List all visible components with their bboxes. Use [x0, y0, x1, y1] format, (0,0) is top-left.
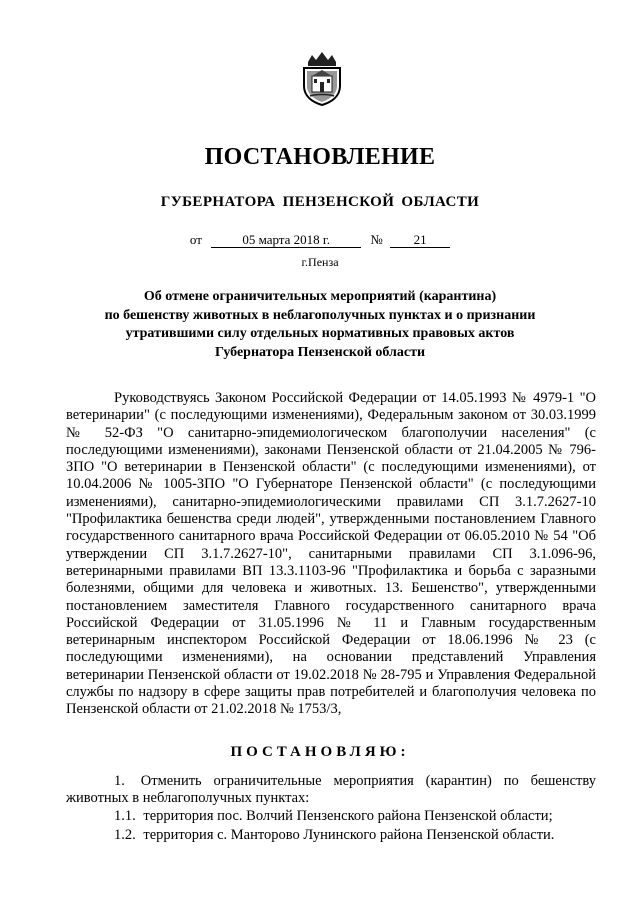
clause-1-1	[66, 808, 596, 825]
clause-text: Отменить ограничительные мероприятия (карантин) по бешенству животных в неблагополучных пунктах:	[66, 773, 596, 807]
clause-number: 1.2.	[114, 827, 136, 843]
clause-text: территория пос. Волчий Пензенского района Пензенской области;	[143, 808, 553, 824]
clause-text: территория с. Манторово Лунинского района Пензенской области.	[143, 827, 555, 843]
date-number-line	[0, 232, 640, 248]
decree-heading: ПОСТАНОВЛЯЮ:	[230, 744, 410, 760]
document-title: ПОСТАНОВЛЕНИЕ	[204, 144, 436, 170]
document-subject	[0, 288, 640, 362]
document-number: 21	[390, 233, 450, 248]
issuing-authority: ГУБЕРНАТОРА ПЕНЗЕНСКОЙ ОБЛАСТИ	[160, 194, 480, 210]
preamble-paragraph: Руководствуясь Законом Российской Федерации от 14.05.1993 № 4979-1 "О ветеринарии" (с последующими изменениями), Федеральным законом от 30.03.1999 № 52-ФЗ "О санитарно-эпидемиологическом благополучии населения" (с последующими изменениями), законами Пензенской области от 21.04.2005 № 796-ЗПО "О ветеринарии в Пензенской области" (с последующими изменениями), от 10.04.2006 № 1005-ЗПО "О Губернаторе Пензенской области" (с последующими изменениями), санитарно-эпидемиологическими правилами СП 3.1.7.2627-10 "Профилактика бешенства среди людей", утвержденными постановлением Главного государственного санитарного врача Российской Федерации от 06.05.2010 № 54 "Об утверждении СП 3.1.7.2627-10", санитарными правилами СП 3.1.096-96, ветеринарными правилами ВП 13.3.1103-96 "Профилактика и борьба с заразными болезнями, общими для человека и животных. 13. Бешенство", утвержденными постановлением заместителя Главного государственного санитарного врача Российской Федерации от 31.05.1996 № 11 и Главным государственным ветеринарным инспектором Российской Федерации от 18.06.1996 № 23 (с последующими изменениями), на основании представлений Управления ветеринарии Пензенской области от 19.02.2018 № 28-795 и Управления Федеральной службы по надзору в сфере защиты прав потребителей и благополучия человека по Пензенской области от 21.02.2018 № 1753/3,	[66, 390, 596, 718]
clause-number: 1.1.	[114, 808, 136, 824]
subject-line: Губернатора Пензенской области	[214, 344, 426, 360]
clause-number: 1.	[114, 773, 125, 789]
document-date: 05 марта 2018 г.	[211, 233, 361, 248]
subject-line: утратившими силу отдельных нормативных правовых актов	[125, 326, 515, 341]
clause-1	[66, 773, 596, 808]
subject-line: по бешенству животных в неблагополучных пунктах и о признании	[104, 307, 536, 323]
coat-of-arms-icon	[299, 50, 345, 106]
city-line: г.Пенза	[301, 255, 339, 269]
clause-1-2	[66, 827, 596, 844]
subject-line: Об отмене ограничительных мероприятий (карантина)	[143, 289, 497, 304]
date-prefix: от	[189, 232, 202, 247]
number-sign: №	[370, 232, 383, 247]
